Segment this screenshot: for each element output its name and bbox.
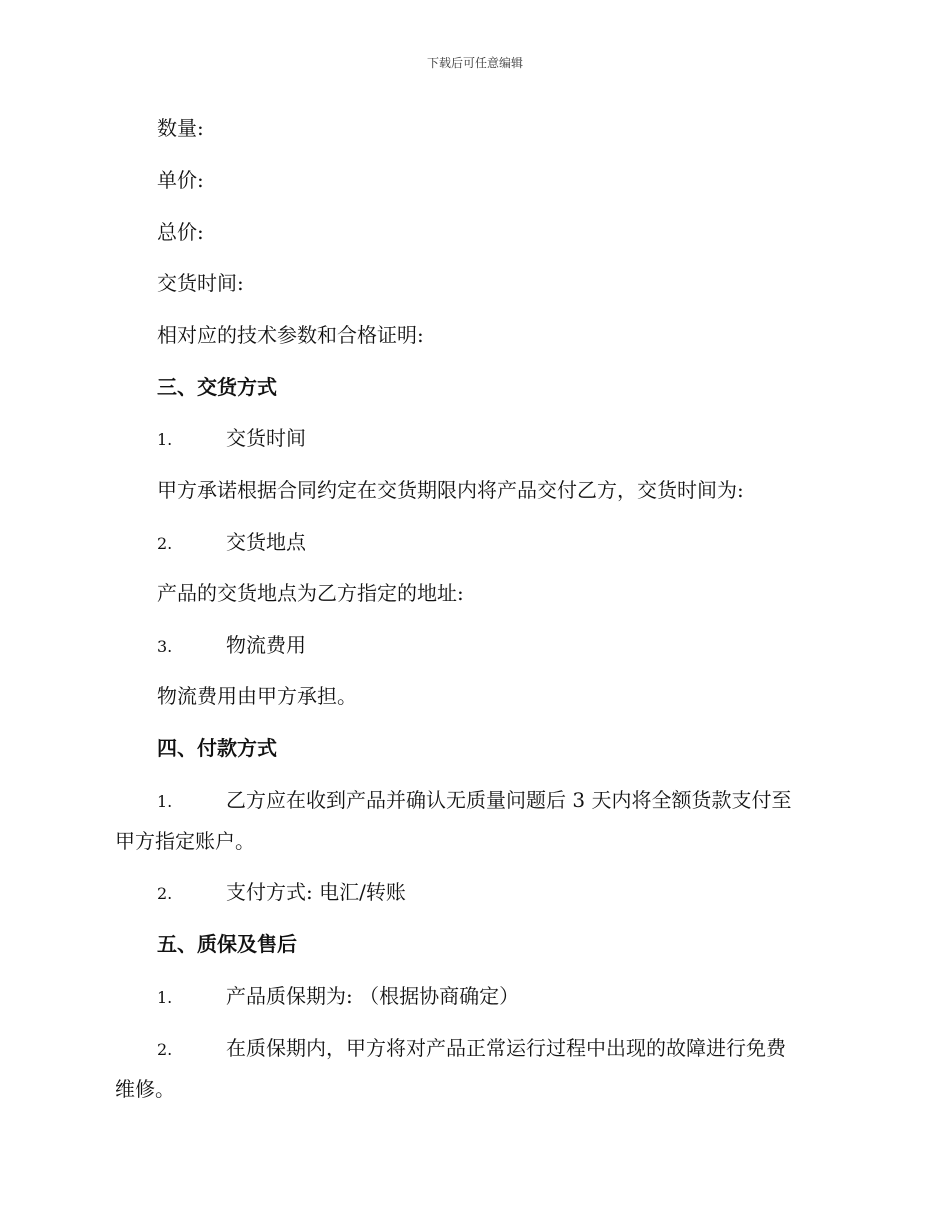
field-delivery-time: 交货时间: [157, 271, 244, 295]
item-number: 1. [157, 792, 173, 811]
item-number: 2. [157, 1040, 173, 1059]
section3-text2: 产品的交货地点为乙方指定的地址: [157, 581, 464, 605]
field-total-price: 总价: [157, 220, 204, 244]
section3-text3: 物流费用由甲方承担。 [157, 684, 357, 708]
item-number: 1. [157, 988, 173, 1007]
section3-item3 [157, 631, 306, 661]
item-label: 交货时间 [226, 426, 306, 450]
item-number: 2. [157, 884, 173, 903]
section3-item1 [157, 424, 306, 454]
section5-item1 [157, 982, 519, 1012]
section5-item2-line1 [157, 1034, 786, 1064]
field-unit-price: 单价: [157, 168, 204, 192]
item-number: 1. [157, 430, 173, 449]
item-text: 在质保期内，甲方将对产品正常运行过程中出现的故障进行免费 [226, 1036, 786, 1060]
item-label: 交货地点 [226, 530, 306, 554]
section4-item1-line2: 甲方指定账户。 [115, 829, 255, 853]
field-tech-params: 相对应的技术参数和合格证明: [157, 323, 424, 347]
section4-heading: 四、付款方式 [157, 736, 277, 760]
section3-heading: 三、交货方式 [157, 375, 277, 399]
item-number: 2. [157, 534, 173, 553]
section5-heading: 五、质保及售后 [157, 932, 297, 956]
item-text: 乙方应在收到产品并确认无质量问题后 3 天内将全额货款支付至 [226, 788, 792, 812]
section3-text1: 甲方承诺根据合同约定在交货期限内将产品交付乙方，交货时间为: [157, 478, 744, 502]
page-header: 下载后可任意编辑 [426, 56, 523, 70]
section3-item2 [157, 528, 306, 558]
section4-item2 [157, 878, 406, 908]
item-label: 支付方式: 电汇/转账 [226, 880, 406, 904]
item-label: 产品质保期为: （根据协商确定） [226, 984, 520, 1008]
section4-item1-line1 [157, 786, 791, 816]
item-number: 3. [157, 637, 173, 656]
field-quantity: 数量: [157, 116, 204, 140]
section5-item2-line2: 维修。 [115, 1077, 175, 1101]
item-label: 物流费用 [226, 633, 306, 657]
